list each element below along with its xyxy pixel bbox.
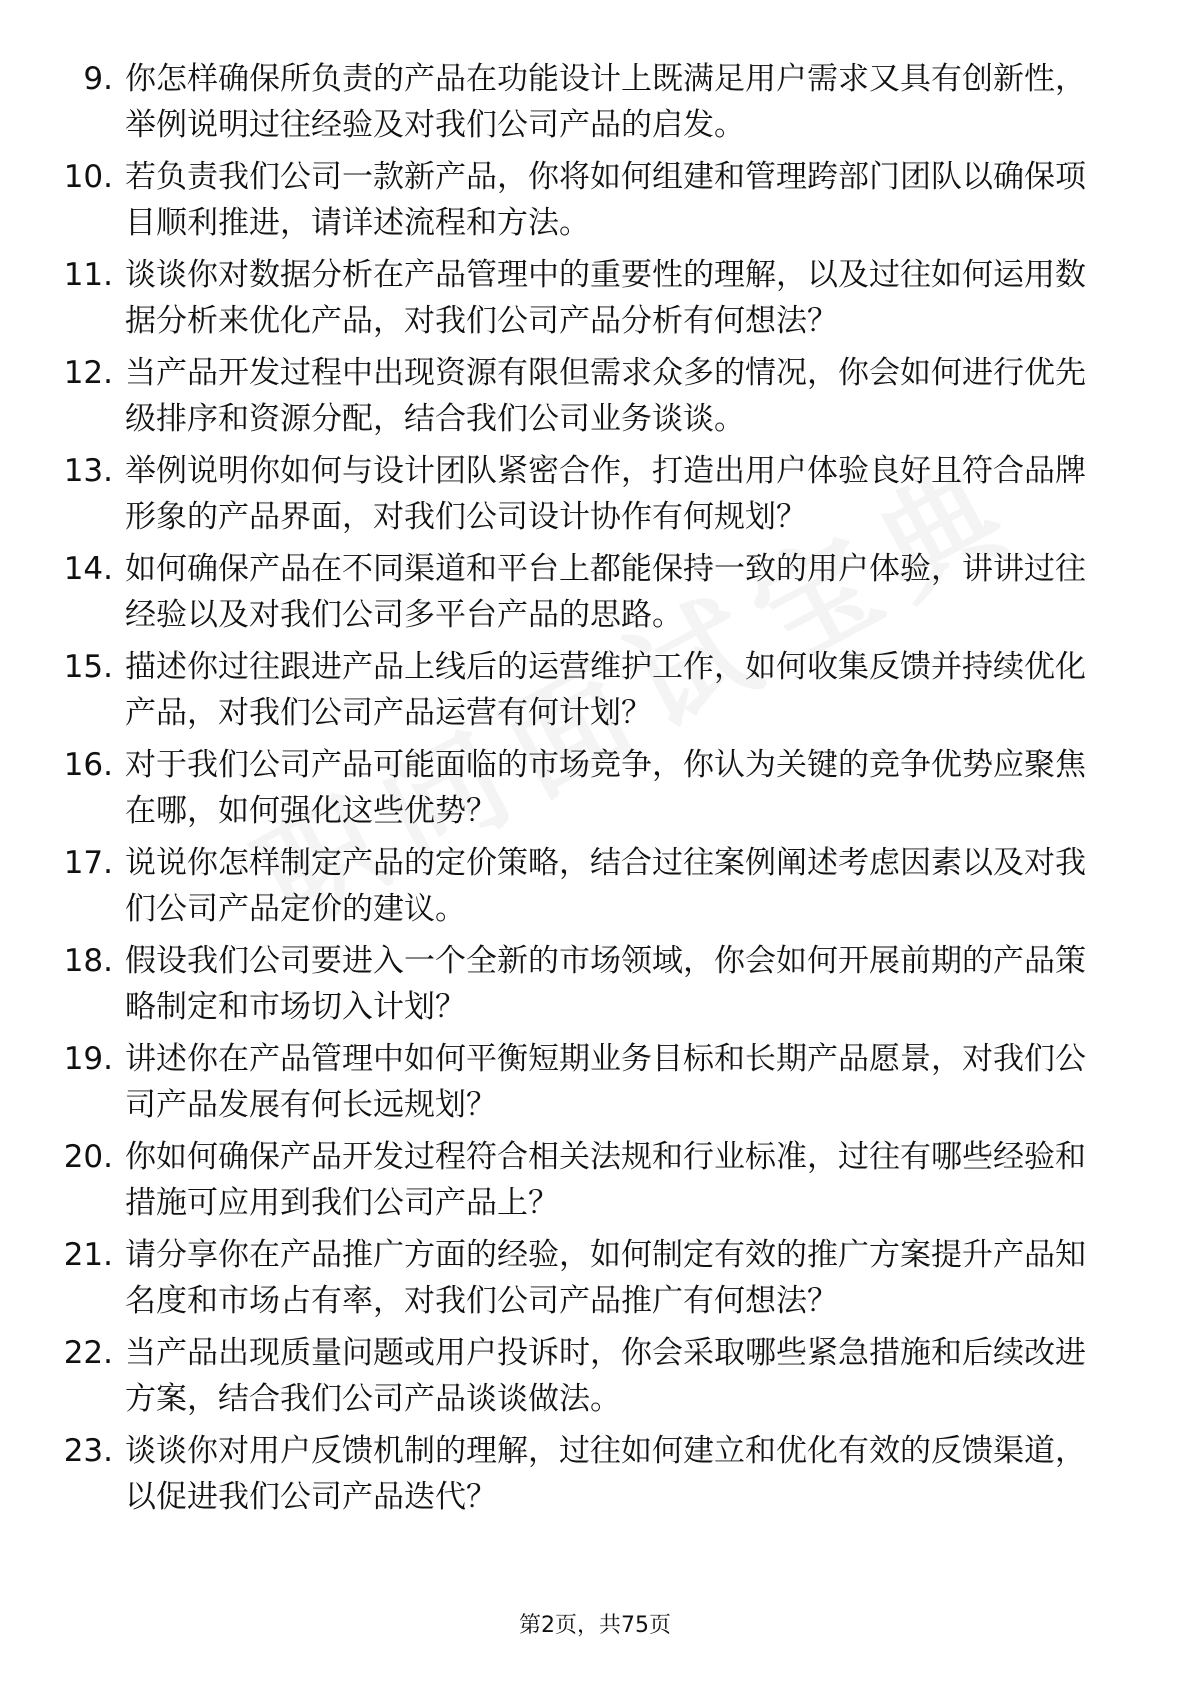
list-item <box>0 344 1190 442</box>
list-item <box>0 148 1190 246</box>
question-text: 对于我们公司产品可能面临的市场竞争，你认为关键的竞争优势应聚焦在哪，如何强化这些优势？ <box>125 747 1086 829</box>
question-number: 19. <box>63 1041 113 1077</box>
page-number-footer: 第2页，共75页 <box>519 1613 671 1638</box>
question-number: 20. <box>63 1139 113 1175</box>
list-item <box>0 834 1190 932</box>
list-item <box>0 638 1190 736</box>
list-item <box>0 442 1190 540</box>
list-item <box>0 1226 1190 1324</box>
question-number: 17. <box>63 845 113 881</box>
question-text: 举例说明你如何与设计团队紧密合作，打造出用户体验良好且符合品牌形象的产品界面，对我们公司设计协作有何规划？ <box>125 453 1086 535</box>
question-number: 22. <box>63 1335 113 1371</box>
question-text: 说说你怎样制定产品的定价策略，结合过往案例阐述考虑因素以及对我们公司产品定价的建议。 <box>125 845 1086 927</box>
list-item <box>0 1324 1190 1422</box>
question-text: 谈谈你对数据分析在产品管理中的重要性的理解，以及过往如何运用数据分析来优化产品，对我们公司产品分析有何想法？ <box>125 257 1086 339</box>
question-number: 16. <box>63 747 113 783</box>
question-number: 14. <box>63 551 113 587</box>
question-text: 若负责我们公司一款新产品，你将如何组建和管理跨部门团队以确保项目顺利推进，请详述流程和方法。 <box>125 159 1086 241</box>
question-text: 你如何确保产品开发过程符合相关法规和行业标准，过往有哪些经验和措施可应用到我们公司产品上？ <box>125 1139 1086 1221</box>
list-item <box>0 540 1190 638</box>
question-number: 13. <box>63 453 113 489</box>
question-text: 谈谈你对用户反馈机制的理解，过往如何建立和优化有效的反馈渠道，以促进我们公司产品迭代？ <box>125 1433 1086 1515</box>
question-number: 11. <box>63 257 113 293</box>
list-item <box>0 1128 1190 1226</box>
question-text: 当产品出现质量问题或用户投诉时，你会采取哪些紧急措施和后续改进方案，结合我们公司产品谈谈做法。 <box>125 1335 1086 1417</box>
question-number: 23. <box>63 1433 113 1469</box>
question-list <box>0 50 1190 1520</box>
list-item <box>0 50 1190 148</box>
question-number: 10. <box>63 159 113 195</box>
question-number: 9. <box>83 61 113 97</box>
question-text: 请分享你在产品推广方面的经验，如何制定有效的推广方案提升产品知名度和市场占有率，对我们公司产品推广有何想法？ <box>125 1237 1086 1319</box>
question-number: 12. <box>63 355 113 391</box>
question-number: 15. <box>63 649 113 685</box>
question-text: 当产品开发过程中出现资源有限但需求众多的情况，你会如何进行优先级排序和资源分配，结合我们公司业务谈谈。 <box>125 355 1086 437</box>
list-item <box>0 246 1190 344</box>
list-item <box>0 736 1190 834</box>
question-text: 讲述你在产品管理中如何平衡短期业务目标和长期产品愿景，对我们公司产品发展有何长远规划？ <box>125 1041 1086 1123</box>
list-item <box>0 1422 1190 1520</box>
list-item <box>0 932 1190 1030</box>
question-text: 假设我们公司要进入一个全新的市场领域，你会如何开展前期的产品策略制定和市场切入计划？ <box>125 943 1086 1025</box>
question-text: 描述你过往跟进产品上线后的运营维护工作，如何收集反馈并持续优化产品，对我们公司产品运营有何计划？ <box>125 649 1086 731</box>
question-number: 21. <box>63 1237 113 1273</box>
list-item <box>0 1030 1190 1128</box>
question-text: 如何确保产品在不同渠道和平台上都能保持一致的用户体验，讲讲过往经验以及对我们公司多平台产品的思路。 <box>125 551 1086 633</box>
question-text: 你怎样确保所负责的产品在功能设计上既满足用户需求又具有创新性，举例说明过往经验及对我们公司产品的启发。 <box>125 61 1086 143</box>
question-number: 18. <box>63 943 113 979</box>
